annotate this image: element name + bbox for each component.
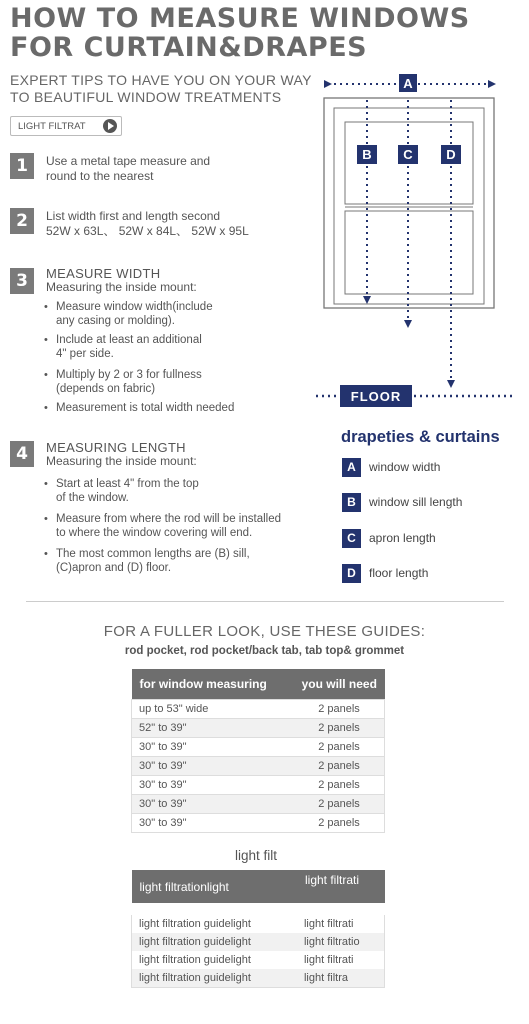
col-light-filtrationlight: light filtrationlight [132, 870, 297, 903]
panels-table-header [132, 669, 385, 700]
table-row: light filtration guidelight light filtrati [132, 951, 385, 969]
fuller-heading: FOR A FULLER LOOK, USE THESE GUIDES: [103, 623, 426, 640]
step-3-sub: Measuring the inside mount: [46, 280, 197, 294]
step-2-line-2: 52W x 63L、 52W x 84L、 52W x 95L [46, 224, 249, 238]
label-d: D [446, 147, 456, 162]
light-filt-title: light filt [234, 848, 278, 863]
table-row: light filtration guidelight light filtratio [132, 933, 385, 951]
step-3-bullet-4: • Measurement is total width needed [44, 402, 235, 414]
step-2-line-1: List width first and length second [46, 209, 221, 223]
light-filtrat-label: LIGHT FILTRAT [18, 121, 86, 132]
subtitle-line-2: TO BEAUTIFUL WINDOW TREATMENTS [10, 89, 282, 105]
floor-label: FLOOR [350, 389, 402, 404]
step-4-heading: MEASURING LENGTH [46, 440, 186, 455]
step-4-bullet-3: • The most common lengths are (B) sill, (C)apron and (D) floor. [44, 548, 250, 574]
col-window-measuring: for window measuring [132, 669, 295, 700]
label-c: C [403, 147, 413, 162]
table-row: light filtration guidelight light filtrati [132, 915, 385, 933]
step-1-number: 1 [10, 153, 34, 179]
step-2-text [46, 209, 249, 239]
legend-key-d: D [342, 564, 361, 583]
legend-label-a: window width [369, 460, 441, 474]
section-divider [26, 601, 504, 602]
col-you-will-need: you will need [294, 669, 385, 700]
legend-label-b: window sill length [369, 495, 463, 509]
subtitle-line-1: EXPERT TIPS TO HAVE YOU ON YOUR WAY [10, 72, 312, 88]
step-4-sub: Measuring the inside mount: [46, 454, 197, 468]
step-1-line-1: Use a metal tape measure and [46, 154, 211, 168]
step-1-text [46, 154, 210, 184]
page-title [10, 4, 470, 62]
step-4-bullet-2: • Measure from where the rod will be installed to where the window covering will end. [44, 513, 281, 539]
legend-key-b: B [342, 493, 361, 512]
col-light-filtrati: light filtrati [297, 870, 385, 903]
table-row: up to 53" wide 2 panels [132, 700, 385, 719]
table-row: 30" to 39" 2 panels [132, 795, 385, 814]
legend-title: drapeties & curtains [341, 428, 500, 446]
light-filtrat-button[interactable] [10, 116, 122, 136]
play-icon [103, 119, 117, 133]
step-1-line-2: round to the nearest [46, 169, 154, 183]
table-row: light filtration guidelight light filtra [132, 969, 385, 988]
step-3-heading: MEASURE WIDTH [46, 266, 161, 281]
step-4-bullet-1: • Start at least 4" from the top of the window. [44, 478, 199, 504]
legend-label-c: apron length [369, 531, 436, 545]
title-line-1: HOW TO MEASURE WINDOWS [10, 3, 470, 34]
step-3-bullet-3: • Multiply by 2 or 3 for fullness (depends on fabric) [44, 369, 202, 395]
light-filtration-table [131, 870, 385, 988]
table-row: 30" to 39" 2 panels [132, 757, 385, 776]
legend-label-d: floor length [369, 566, 429, 580]
panels-table [131, 669, 385, 833]
step-4-number: 4 [10, 441, 34, 467]
title-line-2: FOR CURTAIN&DRAPES [10, 32, 368, 63]
window-diagram [310, 68, 520, 413]
step-2-number: 2 [10, 208, 34, 234]
table-row: 30" to 39" 2 panels [132, 814, 385, 833]
table-row: 30" to 39" 2 panels [132, 738, 385, 757]
table-row: 30" to 39" 2 panels [132, 776, 385, 795]
step-3-bullet-2: • Include at least an additional 4" per side. [44, 334, 202, 360]
label-b: B [362, 147, 372, 162]
table-row: 52" to 39" 2 panels [132, 719, 385, 738]
subtitle [10, 72, 312, 106]
label-a: A [403, 76, 413, 91]
step-3-bullet-1: • Measure window width(include any casing or molding). [44, 301, 213, 327]
step-3-number: 3 [10, 268, 34, 294]
legend-key-c: C [342, 529, 361, 548]
legend-key-a: A [342, 458, 361, 477]
light-filtration-table-header [132, 870, 385, 903]
fuller-subheading: rod pocket, rod pocket/back tab, tab top& grommet [124, 645, 405, 657]
